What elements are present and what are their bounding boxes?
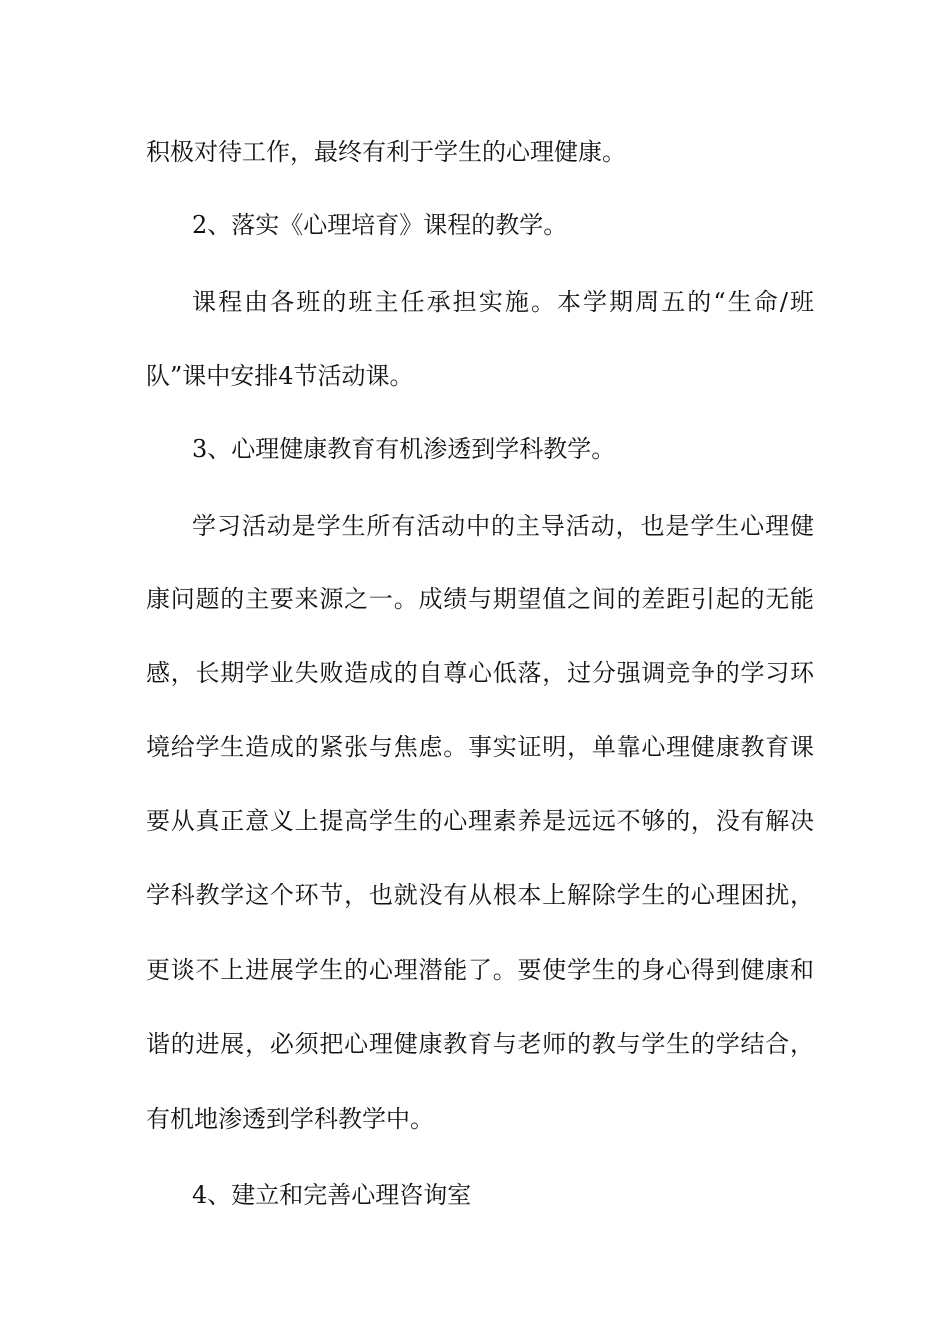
paragraph-line: 队”课中安排4节活动课。 (146, 362, 414, 390)
paragraph-line: 有机地渗透到学科教学中。 (146, 1105, 434, 1133)
paragraph-line: 康问题的主要来源之一。成绩与期望值之间的差距引起的无能 (146, 585, 814, 613)
paragraph-line: 境给学生造成的紧张与焦虑。事实证明，单靠心理健康教育课 (146, 733, 814, 761)
paragraph-line: 更谈不上进展学生的心理潜能了。要使学生的身心得到健康和 (146, 956, 814, 984)
paragraph-line: 学习活动是学生所有活动中的主导活动，也是学生心理健 (192, 512, 814, 540)
paragraph-line: 积极对待工作，最终有利于学生的心理健康。 (146, 138, 626, 166)
paragraph-line: 感，长期学业失败造成的自尊心低落，过分强调竞争的学习环 (146, 659, 814, 687)
paragraph-line: 学科教学这个环节，也就没有从根本上解除学生的心理困扰， (146, 881, 814, 909)
paragraph-line: 谐的进展，必须把心理健康教育与老师的教与学生的学结合， (146, 1030, 814, 1058)
section-heading: 2、落实《心理培育》课程的教学。 (192, 211, 568, 239)
paragraph-line: 课程由各班的班主任承担实施。本学期周五的“生命/班 (192, 288, 814, 316)
section-heading: 4、建立和完善心理咨询室 (192, 1181, 472, 1209)
paragraph-line: 要从真正意义上提高学生的心理素养是远远不够的，没有解决 (146, 807, 814, 835)
section-heading: 3、心理健康教育有机渗透到学科教学。 (192, 435, 616, 463)
